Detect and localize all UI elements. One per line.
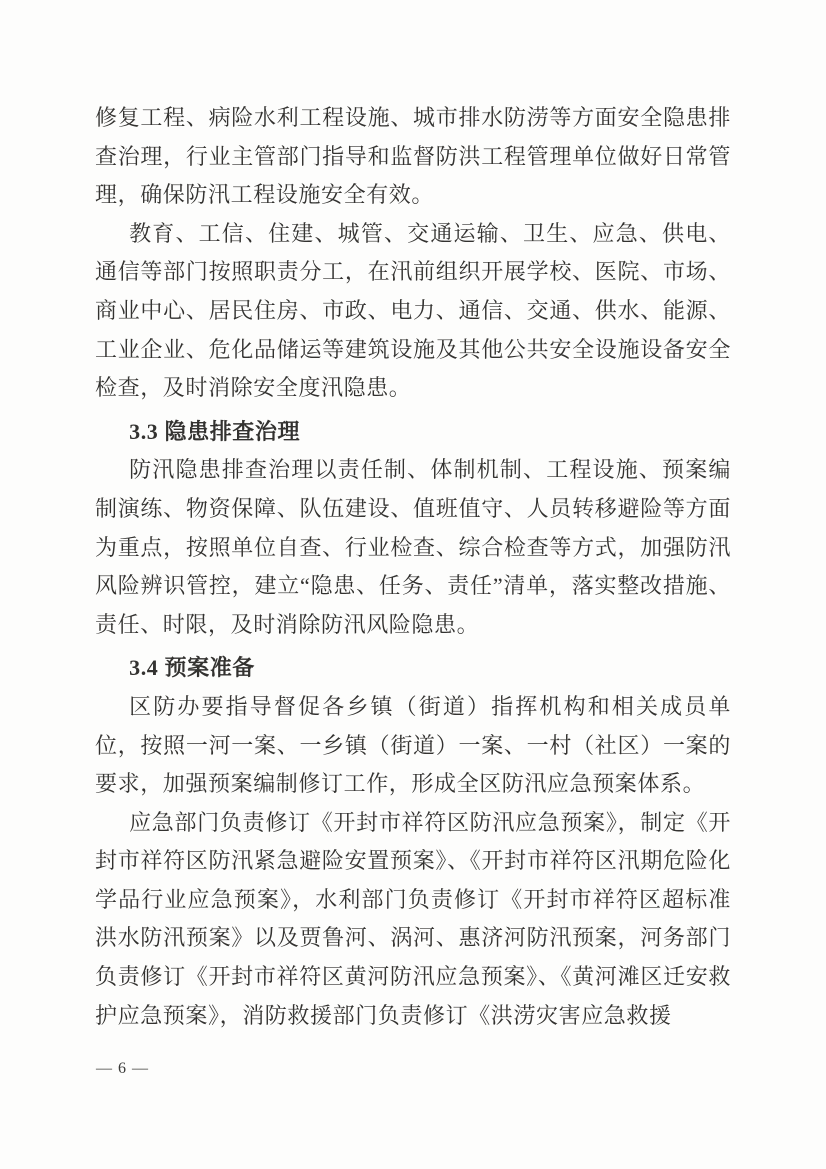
section-heading-3-4: 3.4 预案准备 [129,655,255,681]
page-number: — 6 — [96,1060,149,1077]
paragraph-hazard-investigation: 防汛隐患排查治理以责任制、体制机制、工程设施、预案编制演练、物资保障、队伍建设、值班值守、人员转移避险等方面为重点，按照单位自查、行业检查、综合检查等方式，加强防汛风险辨识管控，建立“隐患、任务、责任”清单，落实整改措施、责任、时限，及时消除防汛风险隐患。 [95,457,731,637]
document-body [95,99,731,1035]
section-heading-3-3: 3.3 隐患排查治理 [129,418,301,444]
paragraph-plan-system: 区防办要指导督促各乡镇（街道）指挥机构和相关成员单位，按照一河一案、一乡镇（街道）一案、一村（社区）一案的要求，加强预案编制修订工作，形成全区防汛应急预案体系。 [95,693,731,797]
paragraph-flood-works-maintenance: 修复工程、病险水利工程设施、城市排水防涝等方面安全隐患排查治理，行业主管部门指导和监督防洪工程管理单位做好日常管理，确保防汛工程设施安全有效。 [95,105,731,208]
paragraph-plan-revisions: 应急部门负责修订《开封市祥符区防汛应急预案》，制定《开封市祥符区防汛紧急避险安置预案》、《开封市祥符区汛期危险化学品行业应急预案》，水利部门负责修订《开封市祥符区超标准洪水防汛预案》以及贾鲁河、涡河、惠济河防汛预案，河务部门负责修订《开封市祥符区黄河防汛应急预案》、《黄河滩区迁安救护应急预案》，消防救援部门负责修订《洪涝灾害应急救援 [95,809,731,1028]
paragraph-department-inspections: 教育、工信、住建、城管、交通运输、卫生、应急、供电、通信等部门按照职责分工，在汛前组织开展学校、医院、市场、商业中心、居民住房、市政、电力、通信、交通、供水、能源、工业企业、危化品储运等建筑设施及其他公共安全设施设备安全检查，及时消除安全度汛隐患。 [95,220,731,401]
